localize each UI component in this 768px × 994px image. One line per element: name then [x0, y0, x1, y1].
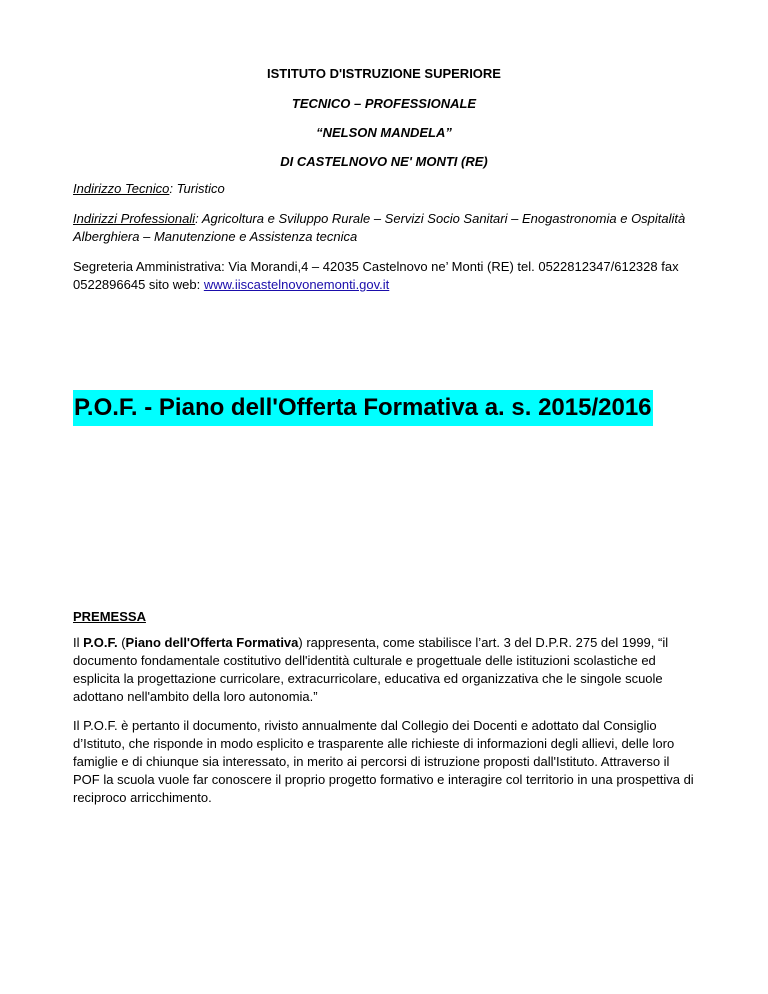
- header-location: DI CASTELNOVO NE' MONTI (RE): [280, 154, 488, 169]
- indirizzi-professionali-text: : Agricoltura e Sviluppo Rurale – Servizi Socio Sanitari – Enogastronomia e Ospitalità Alberghiera – Manutenzione e Assistenza tecnica: [73, 211, 686, 244]
- premessa-paragraph-2: Il P.O.F. è pertanto il documento, rivisto annualmente dal Collegio dei Docenti e adottato dal Consiglio d’Istituto, che risponde in modo esplicito e trasparente alle richieste di informazioni degli allievi, delle loro famiglie e di chiunque sia interessato, in merito ai percorsi di istruzione proposti dall'Istituto. Attraverso il POF la scuola vuole far conoscere il proprio progetto formativo e interagire col territorio in una prospettiva di reciproco arricchimento.: [73, 718, 694, 805]
- page-title: P.O.F. - Piano dell'Offerta Formativa a. s. 2015/2016: [73, 390, 653, 426]
- p1-rest: ) rappresenta, come stabilisce l’art. 3 del D.P.R. 275 del 1999, “il documento fondamentale costitutivo dell'identità culturale e progettuale delle istituzioni scolastiche ed esplicita la progettazione curricolare, extracurricolare, educativa ed organizzativa che le singole scuole adottano nell'ambito della loro autonomia.”: [73, 635, 669, 704]
- indirizzi-professionali-label: Indirizzi Professionali: [73, 211, 196, 226]
- indirizzo-tecnico-text: : Turistico: [169, 181, 225, 196]
- indirizzo-tecnico-label: Indirizzo Tecnico: [73, 181, 170, 196]
- segreteria-info: [73, 258, 695, 294]
- p1-bold-pof: P.O.F.: [83, 635, 118, 650]
- header-school-name: “NELSON MANDELA”: [316, 125, 452, 140]
- p1-start: Il: [73, 635, 84, 650]
- premessa-paragraph-1: [73, 634, 695, 706]
- p1-bold-piano: Piano dell'Offerta Formativa: [125, 635, 299, 650]
- p1-mid: (: [117, 635, 126, 650]
- section-heading-premessa: PREMESSA: [73, 609, 146, 624]
- header-institute: ISTITUTO D'ISTRUZIONE SUPERIORE: [267, 66, 501, 81]
- website-link[interactable]: www.iiscastelnovonemonti.gov.it: [203, 277, 390, 292]
- indirizzi-professionali: [73, 210, 695, 246]
- header-type: TECNICO – PROFESSIONALE: [291, 96, 477, 111]
- indirizzo-tecnico: [73, 180, 695, 198]
- segreteria-text: Segreteria Amministrativa: Via Morandi,4 – 42035 Castelnovo ne’ Monti (RE) tel. 0522812347/612328 fax 0522896645 sito web:: [73, 259, 679, 292]
